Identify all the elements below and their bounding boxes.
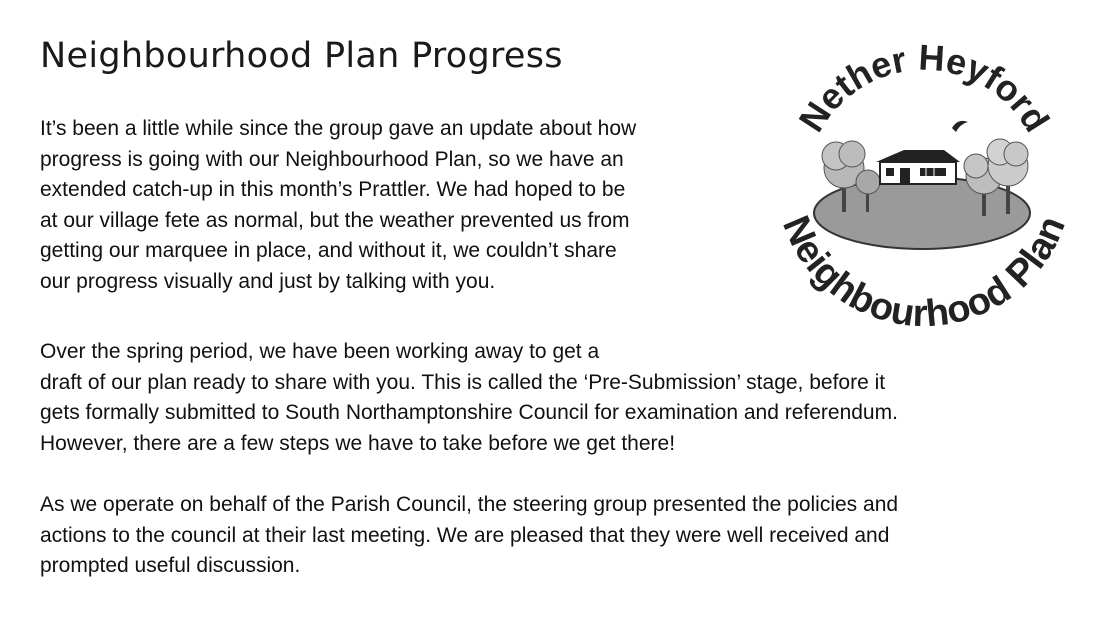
paragraph-line: It’s been a little while since the group gave an update about how — [40, 117, 637, 140]
paragraph-line: our progress visually and just by talking with you. — [40, 269, 496, 293]
paragraph-line: Over the spring period, we have been working away to get a — [40, 340, 600, 363]
house — [876, 150, 960, 184]
paragraph-line: draft of our plan ready to share with you. This is called the ‘Pre-Submission’ stage, before it — [40, 370, 886, 394]
village-scene-logo-icon — [764, 28, 1084, 348]
paragraph-line: getting our marquee in place, and without it, we couldn’t share — [40, 239, 617, 262]
logo-top-text: Nether Heyford — [790, 36, 1058, 139]
paragraph-line: gets formally submitted to South Northamptonshire Council for examination and referendum. — [40, 401, 898, 424]
paragraph-line: extended catch-up in this month’s Prattler. We had hoped to be — [40, 178, 626, 201]
paragraph-1 — [40, 114, 760, 297]
paragraph-line: As we operate on behalf of the Parish Council, the steering group presented the policies and — [40, 493, 899, 516]
paragraph-line: at our village fete as normal, but the weather prevented us from — [40, 208, 630, 232]
page-title: Neighbourhood Plan Progress — [40, 36, 563, 76]
paragraph-line: progress is going with our Neighbourhood Plan, so we have an — [40, 147, 624, 171]
bird-icon — [952, 121, 968, 132]
paragraph-3 — [40, 490, 1080, 582]
paragraph-2 — [40, 337, 1080, 459]
neighbourhood-plan-logo — [764, 28, 1084, 348]
paragraph-line: actions to the council at their last meeting. We are pleased that they were well received and — [40, 523, 890, 547]
paragraph-line: However, there are a few steps we have to take before we get there! — [40, 431, 676, 455]
paragraph-line: prompted useful discussion. — [40, 554, 301, 577]
logo-bottom-text: Neighbourhood Plan — [774, 210, 1074, 336]
